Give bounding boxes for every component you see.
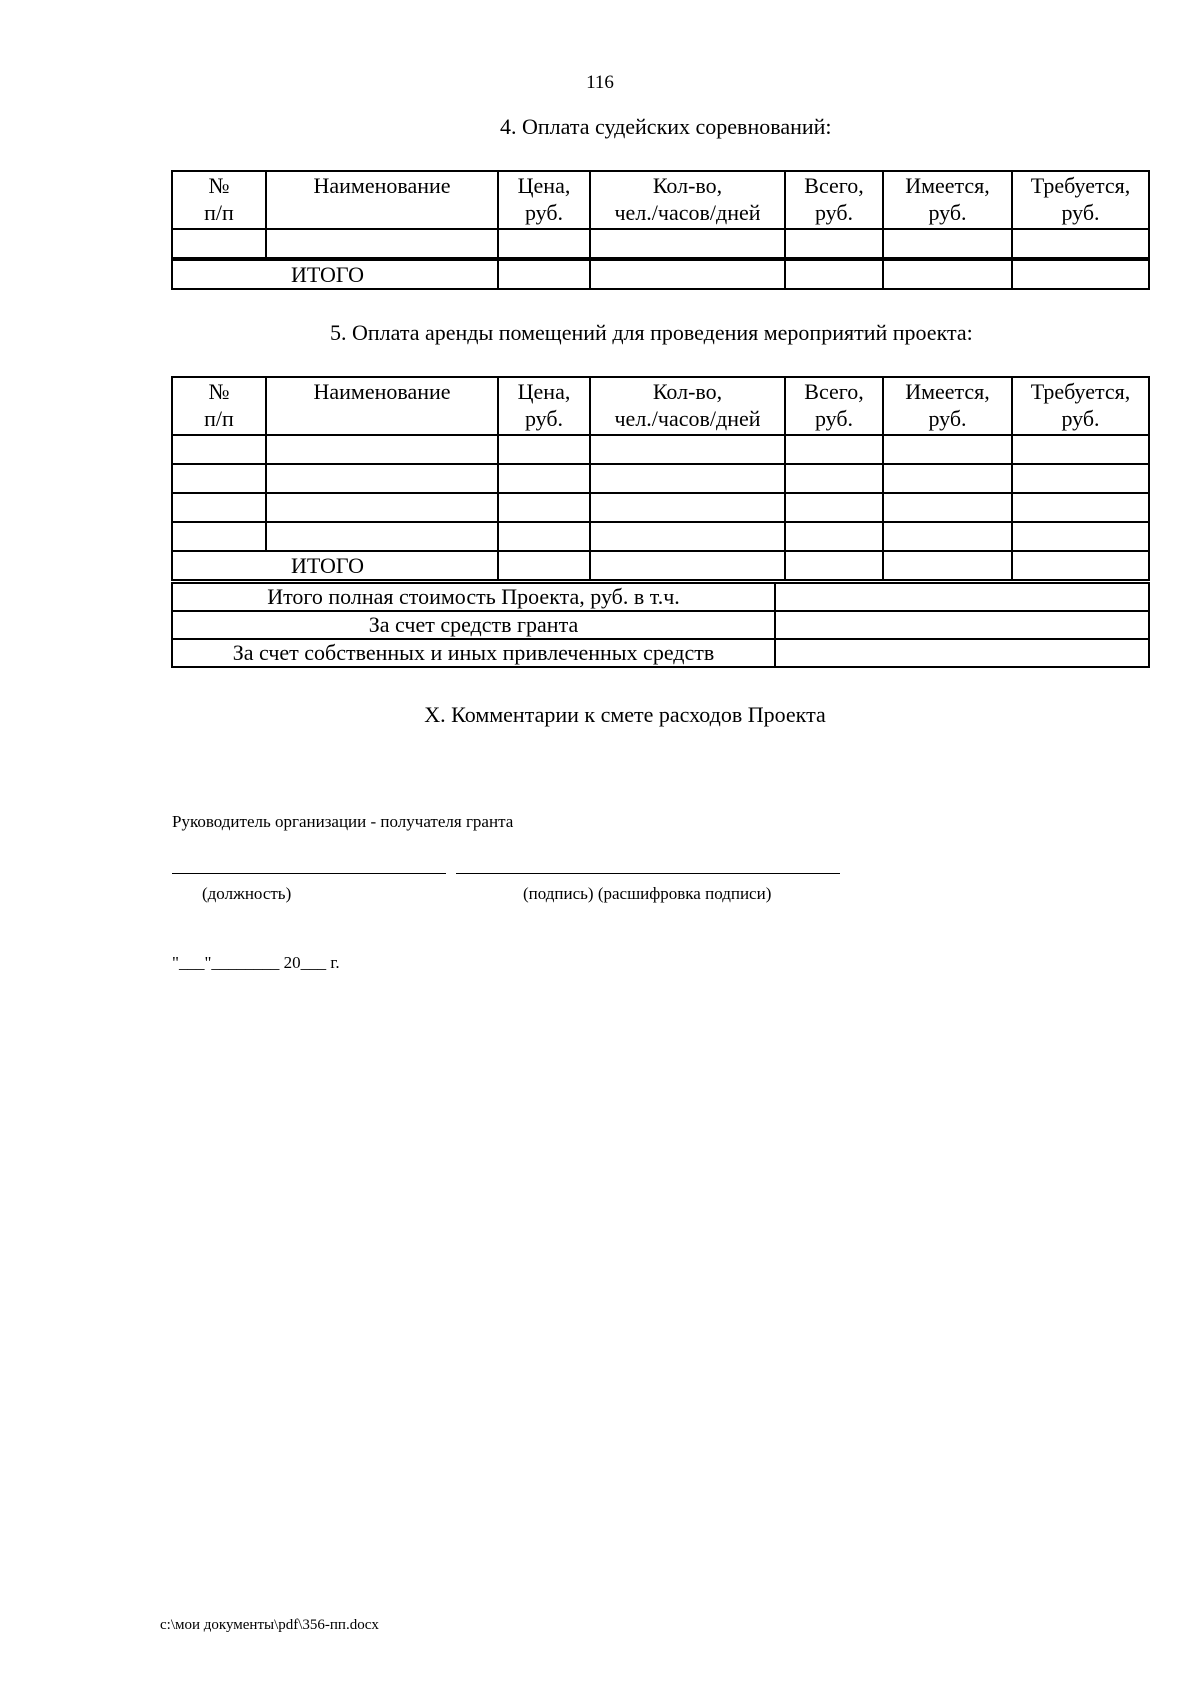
section-4-heading: 4. Оплата судейских соревнований:	[500, 114, 832, 139]
cell[interactable]	[498, 435, 590, 464]
header-quantity: Кол-во, чел./часов/дней	[590, 171, 785, 229]
total-row	[172, 551, 1149, 580]
own-funds-value[interactable]	[775, 639, 1149, 667]
header-number: № п/п	[172, 377, 266, 435]
cell[interactable]	[266, 493, 498, 522]
cell[interactable]	[172, 522, 266, 551]
header-available: Имеется, руб.	[883, 377, 1012, 435]
cell[interactable]	[590, 493, 785, 522]
cell[interactable]	[172, 229, 266, 259]
judging-costs-table	[171, 170, 1150, 290]
cell[interactable]	[590, 522, 785, 551]
signature-caption: (подпись) (расшифровка подписи)	[523, 884, 772, 903]
cell[interactable]	[498, 522, 590, 551]
header-quantity: Кол-во, чел./часов/дней	[590, 377, 785, 435]
cell[interactable]	[785, 259, 883, 289]
cell[interactable]	[172, 493, 266, 522]
cell[interactable]	[785, 229, 883, 259]
project-cost-summary-table	[171, 582, 1150, 668]
header-available: Имеется, руб.	[883, 171, 1012, 229]
cell[interactable]	[785, 464, 883, 493]
header-required: Требуется, руб.	[1012, 377, 1149, 435]
cell[interactable]	[172, 464, 266, 493]
total-cost-value[interactable]	[775, 583, 1149, 611]
cell[interactable]	[785, 522, 883, 551]
cell[interactable]	[785, 435, 883, 464]
header-price: Цена, руб.	[498, 377, 590, 435]
header-required: Требуется, руб.	[1012, 171, 1149, 229]
header-number: № п/п	[172, 171, 266, 229]
cell[interactable]	[498, 229, 590, 259]
cell[interactable]	[498, 259, 590, 289]
signature-underline[interactable]	[456, 873, 840, 874]
cell[interactable]	[883, 464, 1012, 493]
table-header-row	[172, 377, 1149, 435]
section-5-heading: 5. Оплата аренды помещений для проведения мероприятий проекта:	[330, 320, 973, 345]
cell[interactable]	[883, 229, 1012, 259]
cell[interactable]	[266, 522, 498, 551]
cell[interactable]	[590, 464, 785, 493]
grant-funds-label: За счет средств гранта	[172, 611, 775, 639]
header-price: Цена, руб.	[498, 171, 590, 229]
cell[interactable]	[1012, 551, 1149, 580]
total-cost-label: Итого полная стоимость Проекта, руб. в т.ч.	[172, 583, 775, 611]
summary-row	[172, 639, 1149, 667]
cell[interactable]	[1012, 464, 1149, 493]
grant-funds-value[interactable]	[775, 611, 1149, 639]
cell[interactable]	[590, 551, 785, 580]
cell[interactable]	[883, 259, 1012, 289]
date-line: "___"________ 20___ г.	[172, 953, 340, 972]
cell[interactable]	[883, 551, 1012, 580]
summary-row	[172, 611, 1149, 639]
total-label: ИТОГО	[172, 551, 498, 580]
table-row	[172, 464, 1149, 493]
header-total: Всего, руб.	[785, 377, 883, 435]
cell[interactable]	[1012, 493, 1149, 522]
cell[interactable]	[498, 551, 590, 580]
cell[interactable]	[785, 493, 883, 522]
cell[interactable]	[590, 435, 785, 464]
header-name: Наименование	[266, 171, 498, 229]
cell[interactable]	[785, 551, 883, 580]
cell[interactable]	[1012, 229, 1149, 259]
cell[interactable]	[498, 464, 590, 493]
table-row	[172, 435, 1149, 464]
cell[interactable]	[1012, 435, 1149, 464]
cell[interactable]	[266, 229, 498, 259]
cell[interactable]	[883, 435, 1012, 464]
cell[interactable]	[590, 229, 785, 259]
footer-file-path: c:\мои документы\pdf\356-пп.docx	[160, 1617, 379, 1633]
summary-row	[172, 583, 1149, 611]
cell[interactable]	[498, 493, 590, 522]
cell[interactable]	[883, 522, 1012, 551]
cell[interactable]	[883, 493, 1012, 522]
total-row	[172, 259, 1149, 289]
position-caption: (должность)	[202, 884, 292, 903]
cell[interactable]	[172, 435, 266, 464]
header-name: Наименование	[266, 377, 498, 435]
cell[interactable]	[266, 464, 498, 493]
signatory-title: Руководитель организации - получателя гранта	[172, 812, 514, 831]
comments-heading: X. Комментарии к смете расходов Проекта	[424, 702, 826, 727]
header-total: Всего, руб.	[785, 171, 883, 229]
table-row	[172, 493, 1149, 522]
total-label: ИТОГО	[172, 259, 498, 289]
table-row	[172, 522, 1149, 551]
cell[interactable]	[590, 259, 785, 289]
rent-costs-table	[171, 376, 1150, 581]
cell[interactable]	[1012, 259, 1149, 289]
own-funds-label: За счет собственных и иных привлеченных средств	[172, 639, 775, 667]
table-header-row	[172, 171, 1149, 229]
cell[interactable]	[1012, 522, 1149, 551]
page-number: 116	[586, 72, 614, 93]
cell[interactable]	[266, 435, 498, 464]
position-underline[interactable]	[172, 873, 446, 874]
table-row	[172, 229, 1149, 259]
